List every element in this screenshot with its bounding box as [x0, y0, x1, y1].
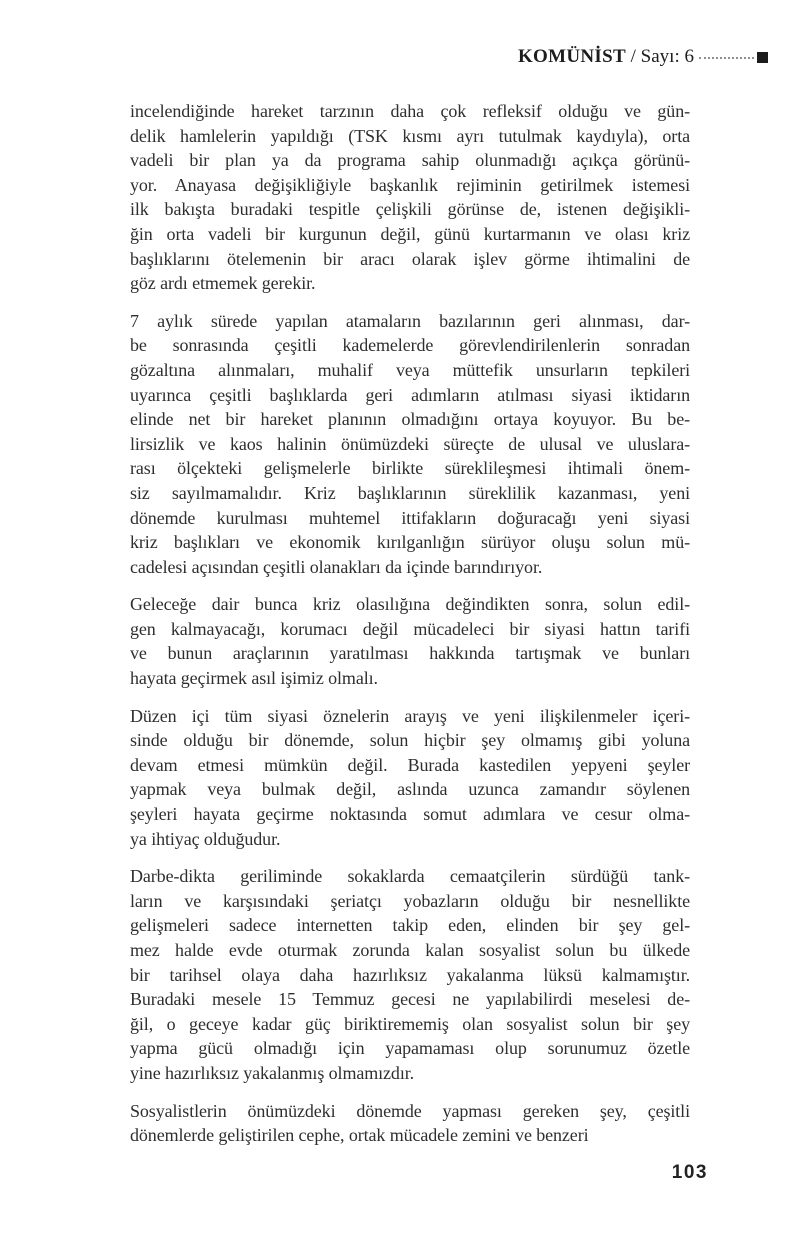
- text-line: yor. Anayasa değişikliğiyle başkanlık rejiminin getirilmek istemesi: [130, 174, 690, 195]
- text-line: göz ardı etmemek gerekir.: [130, 273, 316, 294]
- page-header: [518, 46, 768, 68]
- text-line: 7 aylık sürede yapılan atamaların bazılarının geri alınması, dar-: [130, 310, 690, 331]
- paragraph: [130, 704, 690, 852]
- text-line: Geleceğe dair bunca kriz olasılığına değindikten sonra, solun edil-: [130, 594, 690, 615]
- text-line: Düzen içi tüm siyasi öznelerin arayış ve yeni ilişkilenmeler içeri-: [130, 705, 690, 726]
- text-line: hayata geçirmek asıl işimiz olmalı.: [130, 668, 378, 689]
- text-line: cadelesi açısından çeşitli olanakları da içinde barındırıyor.: [130, 556, 543, 577]
- text-line: yapma gücü olmadığı için yapamaması olup sorunumuz özetle: [130, 1038, 690, 1059]
- text-line: Buradaki mesele 15 Temmuz gecesi ne yapılabilirdi meselesi de-: [130, 989, 690, 1010]
- text-line: ya ihtiyaç olduğudur.: [130, 828, 281, 849]
- text-line: Darbe-dikta geriliminde sokaklarda cemaatçilerin sürdüğü tank-: [130, 866, 690, 887]
- text-line: delik hamlelerin yapıldığı (TSK kısmı ayrı tutulmak kaydıyla), orta: [130, 125, 690, 146]
- dotted-leader-line: [699, 57, 754, 59]
- text-line: yapmak veya bulmak değil, aslında uzunca zamandır söylenen: [130, 779, 690, 800]
- text-line: ların ve karşısındaki şeriatçı yobazların olduğu bir nesnellikte: [130, 890, 690, 911]
- paragraph: [130, 864, 690, 1085]
- text-line: rası ölçekteki gelişmelerle birlikte süreklileşmesi ihtimali önem-: [130, 458, 690, 479]
- text-line: dönemlerde geliştirilen cephe, ortak mücadele zemini ve benzeri: [130, 1125, 589, 1146]
- body-text: [130, 99, 690, 1161]
- text-line: gen kalmayacağı, korumacı değil mücadeleci bir siyasi hattın tarifi: [130, 618, 690, 639]
- text-line: kriz başlıkları ve ekonomik kırılganlığın sürüyor oluşu solun mü-: [130, 532, 690, 553]
- text-line: elinde net bir hareket planının olmadığını ortaya koyuyor. Bu be-: [130, 409, 690, 430]
- text-line: mez halde evde oturmak zorunda kalan sosyalist solun bu ülkede: [130, 940, 690, 960]
- text-line: vadeli bir plan ya da programa sahip olunmadığı açıkça görünü-: [130, 150, 690, 171]
- text-line: uyarınca çeşitli başlıklarda geri adımların atılması siyasi iktidarın: [130, 384, 690, 405]
- paragraph: [130, 592, 690, 690]
- issue-label: / Sayı: 6: [630, 46, 694, 67]
- text-line: siz sayılmamalıdır. Kriz başlıklarının süreklilik kazanması, yeni: [130, 482, 690, 503]
- paragraph: [130, 99, 690, 296]
- paragraph: [130, 309, 690, 580]
- text-line: gelişmeleri sadece internetten takip eden, elinden bir şey gel-: [130, 915, 690, 936]
- text-line: ilk bakışta buradaki tespitle çelişkili görünse de, istenen değişikli-: [130, 199, 690, 220]
- text-line: bir tarihsel olaya daha hazırlıksız yakalanma lüksü kalmamıştır.: [130, 964, 690, 985]
- text-line: devam etmesi mümkün değil. Burada kastedilen yepyeni şeyler: [130, 754, 690, 775]
- journal-title: KOMÜNİST: [517, 46, 631, 67]
- text-line: başlıklarını ötelemenin bir aracı olarak işlev görme ihtimalini de: [130, 248, 690, 269]
- text-line: ğil, o geceye kadar güç biriktirememiş olan sosyalist solun bir şey: [130, 1013, 690, 1034]
- paragraph: [130, 1099, 690, 1148]
- text-line: ve bunun araçlarının yaratılması hakkında tartışmak ve bunları: [130, 643, 690, 664]
- text-line: yine hazırlıksız yakalanmış olmamızdır.: [130, 1062, 415, 1083]
- page-number: 103: [671, 1162, 708, 1183]
- text-line: lirsizlik ve kaos halinin önümüzdeki süreçte de ulusal ve uluslara-: [130, 433, 690, 454]
- text-line: be sonrasında çeşitli kademelerde görevlendirilenlerin sonradan: [130, 335, 690, 356]
- text-line: sinde olduğu bir dönemde, solun hiçbir şey olmamış gibi yoluna: [130, 730, 690, 751]
- text-line: Sosyalistlerin önümüzdeki dönemde yapması gereken şey, çeşitli: [130, 1100, 690, 1121]
- text-line: gözaltına alınmaları, muhalif veya müttefik unsurların tepkileri: [130, 359, 690, 380]
- text-line: şeyleri hayata geçirme noktasında somut adımlara ve cesur olma-: [130, 804, 690, 825]
- text-line: dönemde kurulması muhtemel ittifakların doğuracağı yeni siyasi: [130, 507, 690, 528]
- square-bullet-icon: [757, 52, 768, 63]
- text-line: incelendiğinde hareket tarzının daha çok refleksif olduğu ve gün-: [130, 101, 690, 121]
- text-line: ğin orta vadeli bir kurgunun değil, günü kurtarmanın ve olası kriz: [130, 223, 690, 244]
